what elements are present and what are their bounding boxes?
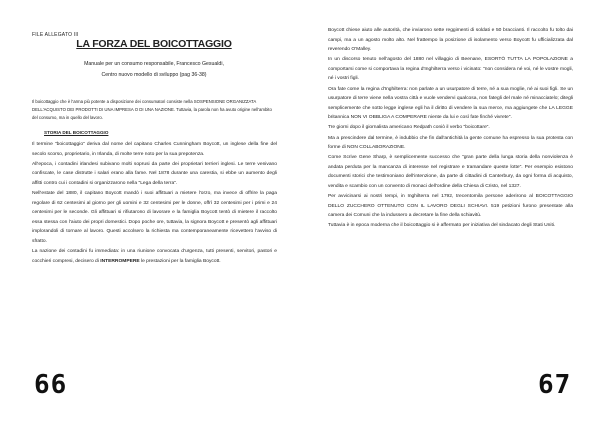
paragraph: Tre giorni dopo il giornalista americano Redpath coniò il verbo "boicottare". [328,125,490,131]
subtitle-line-1: Manuale per un consumo responsabile, Francesco Gesualdi, [84,61,224,67]
paragraph-text: La nazione dei contadini fu immediata: in una riunione convocata d'urgenza, tutti presenti, servitori, pastori e cocchieri compresi, decisero di [32,249,277,264]
bold-emphasis: INTERROMPERE [100,258,140,264]
paragraph: Il termine "boicottaggio" deriva dal nome del capitano Charles Cunningham Boycott, un inglese della fine del secolo scorso, proprietario, in Irlanda, di molte terre noto per la sua prepotenza. [32,142,277,157]
file-tag: FILE ALLEGATO III [32,32,79,38]
right-page [300,0,600,424]
section-title: STORIA DEL BOICOTTAGGIO [44,130,109,135]
paragraph [32,247,277,266]
page-title: LA FORZA DEL BOICOTTAGGIO [76,38,232,50]
paragraph: Ora fate come la regina d'Inghilterra: non parlate a un usurpatore di terre, né a sua moglie, né ai suoi figli. Se un usurpatore di terre viene nella vostra città e vuole vendervi qualcosa, non fategli del male né minacciatelo; ditegli semplicemente che sotto legge inglese egli ha il diritto di vendere la sua merce, ma aggiungete che LA LEGGE britannica NON VI OBBLIGA A COMPERARE niente da lui e così fate finché vivrete". [328,86,573,121]
paragraph: Tuttavia è in epoca moderna che il boicottaggio si è affermato per iniziativa del sindacato degli Stati Uniti. [328,223,556,229]
intro-paragraph: Il boicottaggio che è l'arma più potente a disposizione dei consumatori consiste nella SOSPENSIONE ORGANIZZATA DELL'ACQUISTO DEI PRODOTTI DI UNA IMPRESA O DI UNA NAZIONE. Tuttavia, la parola non ha avuto origine nell'ambito del consumo, ma in quello del lavoro. [32,99,272,120]
paragraph: Come Scrive Gene Sharp, è semplicemente successo che "gran parte della lunga storia della nonviolenza è andata perduta per la mancanza di interesse nel registrare e tramandare queste lotte". Per esempio esistono documenti storici che testimoniano dell'intenzione, da parte di cittadini di Canterbury, da ogni forma di acquisto, vendita e scambio con un convento di monaci dell'ordine della Chiesa di Cristo, nel 1327. [328,155,573,189]
paragraph: Boycott chiese aiuto alle autorità, che inviarono sette reggimenti di soldati e 50 braccianti. Il raccolto fu tolto dai campi, ma a un agosto molto alto. Nel frattempo la posizione di isolamento verso Boycott fu ufficializzata dal reverendo O'Malley. [328,28,573,53]
page-number-right: 67 [538,370,572,400]
paragraph: Nell'estate del 1880, il capitano Boycott mandò i suoi affittuari a mietere l'orzo, ma invece di offrire la paga regolare di 62 centesimi al giorno per gli uomini e 32 centesimi per le donne, offrì 32 centesimi per i primi e 24 centesimi per le seconde. Gli affittuari si rifiutarono di lavorare e la famiglia Boycott tentò di mietere il raccolto essa stessa con l'aiuto dei propri domestici. Dopo poche ore, tuttavia, la signora Boycott e presentò agli affittuari implorandoli di tornare al lavoro. Questi accolsero la richiesta ma contemporaneamente ricevettero l'avviso di sfratto. [32,190,277,244]
paragraph: Ma a prescindere dal termine, è indubbio che fin dall'antichità la gente comune ha espresso la sua protesta con forme di NON COLLABORAZIONE. [328,135,573,151]
paragraph: In un discorso tenuto nell'agosto del 1880 nel villaggio di Beenane, ESORTÒ TUTTA LA POPOLAZIONE a comportarsi come si comportava la regina d'Inghilterra verso i vicinato: "non considera né voi, né le vostre mogli, né i vostri figli. [328,57,573,82]
paragraph: Per avvicinarsi ai nostri tempi, in Inghilterra nel 1792, trecentomila persone aderirono al BOICOTTAGGIO DELLO ZUCCHERO OTTENUTO CON IL LAVORO DEGLI SCHIAVI. 519 petizioni furono presentate alla camera dei Comuni che la indussero a decretare la fine della schiavitù. [328,194,573,219]
subtitle-line-2: Centro nuovo modello di sviluppo (pag 36-38) [101,72,207,78]
page-number-left: 66 [34,370,68,400]
paragraph-text: le prestazioni per la famiglia Boycott. [139,258,221,264]
left-body-text [32,140,277,267]
paragraph: All'epoca, i contadini irlandesi subivano molti soprusi da parte dei proprietari terrieri inglesi. Le terre venivano confiscate, le case distrutte i salari erano alla fame. Nel 1878 durante una carestia, si ebbe un aumento degli affitti contro cui i contadini si organizzarono nella "Lega della terra". [32,161,277,186]
right-body-text [328,26,573,231]
